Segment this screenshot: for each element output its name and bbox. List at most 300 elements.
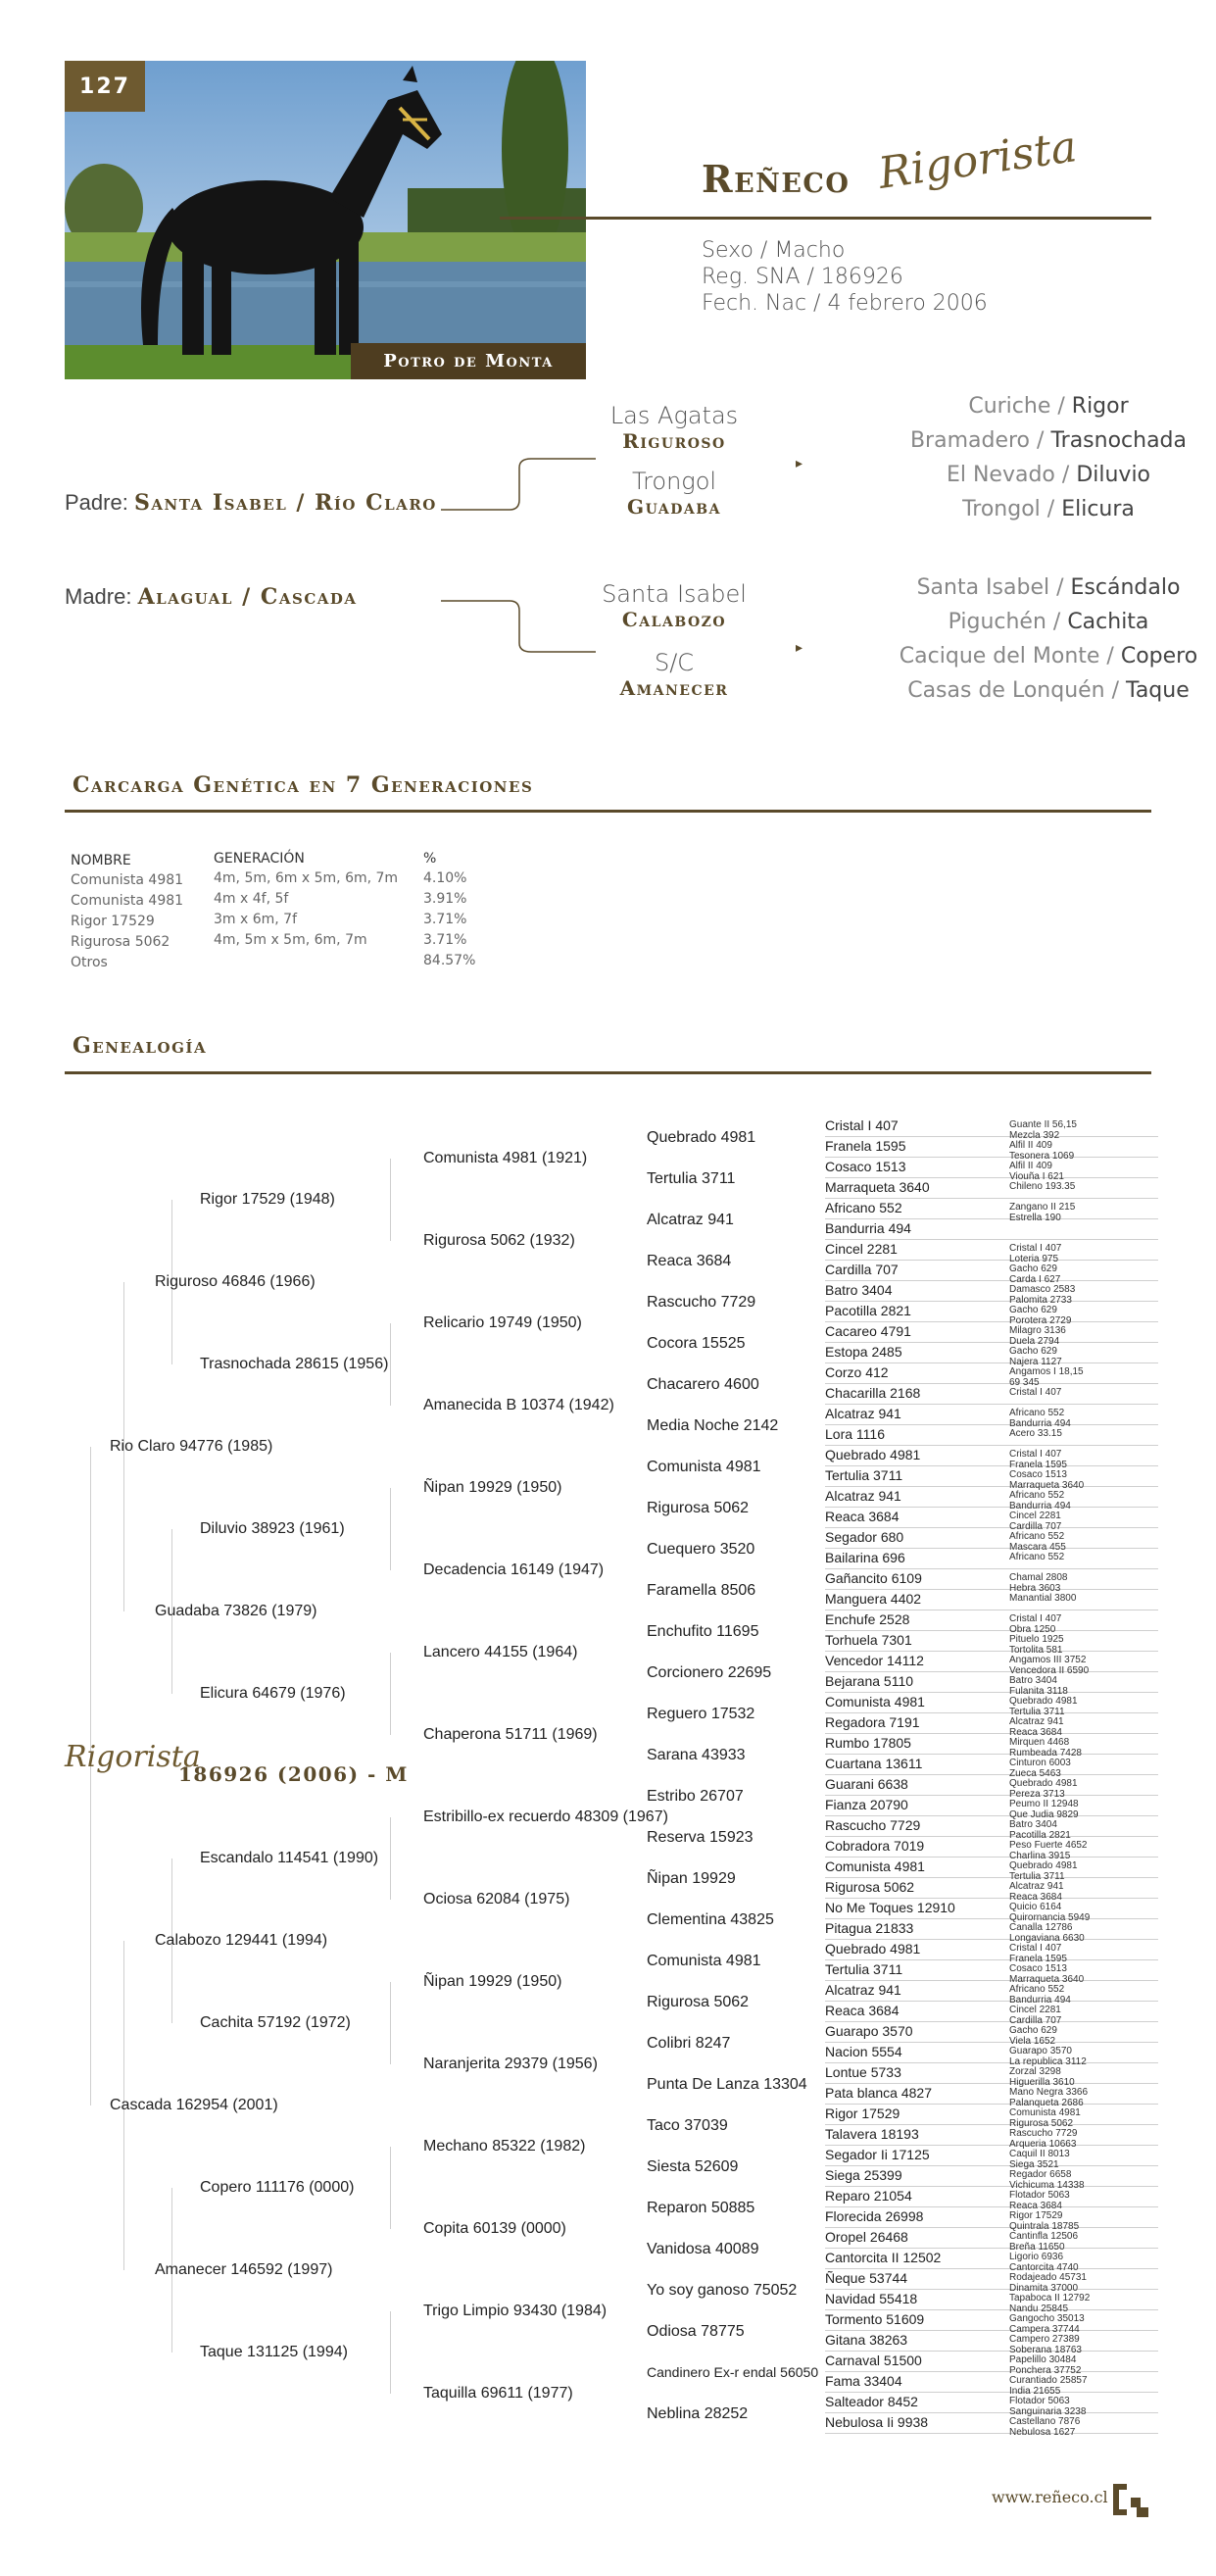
genealogy-divider xyxy=(65,1071,1151,1074)
genealogy-gen7-item: Franela 1595 xyxy=(1009,1953,1067,1964)
genealogy-gen4-item: Lancero 44155 (1964) xyxy=(423,1644,578,1660)
dam-row xyxy=(65,584,358,610)
tree-connector-line xyxy=(390,1982,391,2064)
genealogy-gen7-item: Chileno 193.35 xyxy=(1009,1181,1076,1192)
genealogy-gen2-item: Calabozo 129441 (1994) xyxy=(155,1932,328,1949)
tree-connector-line xyxy=(825,1527,1158,1528)
genealogy-gen7-item: Africano 552 xyxy=(1009,1490,1065,1501)
genealogy-gen6-item: Franela 1595 xyxy=(825,1138,906,1154)
genealogy-gen7-item: Africano 552 xyxy=(1009,1984,1065,1995)
genealogy-gen7-item: Mano Negra 3366 xyxy=(1009,2087,1089,2098)
genealogy-gen6-item: Estopa 2485 xyxy=(825,1344,902,1360)
genealogy-gen3-item: Diluvio 38923 (1961) xyxy=(200,1520,345,1537)
genealogy-gen5-item: Reserva 15923 xyxy=(647,1829,754,1846)
dam-name: Alagual / Cascada xyxy=(137,584,358,610)
genealogy-gen7-item: Mezcla 392 xyxy=(1009,1129,1060,1141)
genealogy-gen7-item: Estrella 190 xyxy=(1009,1212,1061,1223)
genealogy-gen5-item: Taco 37039 xyxy=(647,2117,728,2134)
genealogy-subject: 186926 (2006) - M xyxy=(178,1762,409,1786)
genealogy-gen7-item: Canalla 12786 xyxy=(1009,1922,1073,1933)
genealogy-gen7-item: Bandurria 494 xyxy=(1009,1994,1071,2006)
genealogy-gen7-item: Bandurria 494 xyxy=(1009,1500,1071,1511)
birth-info: Fech. Nac / 4 febrero 2006 xyxy=(702,291,988,316)
tree-connector-line xyxy=(825,1918,1158,1919)
genealogy-gen4-item: Copita 60139 (0000) xyxy=(423,2220,566,2237)
genetic-title: Carcarga Genética en 7 Generaciones xyxy=(73,772,534,798)
tree-connector-line xyxy=(825,2083,1158,2084)
genealogy-gen6-item: Marraqueta 3640 xyxy=(825,1179,930,1195)
tree-connector-line xyxy=(825,2227,1158,2228)
tree-connector-line xyxy=(90,1447,91,2105)
genealogy-gen6-item: Cantorcita II 12502 xyxy=(825,2250,942,2265)
genealogy-gen7-item: Cristal I 407 xyxy=(1009,1613,1062,1624)
photo-caption: Potro de Monta xyxy=(351,343,586,379)
genealogy-gen7-item: Reaca 3684 xyxy=(1009,2200,1062,2211)
genealogy-gen5-item: Estribo 26707 xyxy=(647,1788,744,1805)
tree-connector-line xyxy=(825,1342,1158,1343)
genealogy-gen5-item: Colibri 8247 xyxy=(647,2035,731,2052)
genealogy-gen7-item: Flotador 5063 xyxy=(1009,2396,1070,2406)
genealogy-gen7-item: Angamos III 3752 xyxy=(1009,1655,1087,1665)
genealogy-gen5-item: Rascucho 7729 xyxy=(647,1294,756,1311)
genealogy-gen7-item: Cristal I 407 xyxy=(1009,1243,1062,1254)
genealogy-title: Genealogía xyxy=(73,1033,208,1059)
sire-granddam-breeder: Trongol xyxy=(631,468,717,495)
genealogy-gen7-item: Acero 33.15 xyxy=(1009,1428,1062,1439)
genealogy-gen7-item: Zorzal 3298 xyxy=(1009,2066,1061,2077)
genealogy-gen6-item: Nebulosa Ii 9938 xyxy=(825,2414,929,2430)
genealogy-gen5-item: Yo soy ganoso 75052 xyxy=(647,2282,798,2299)
genealogy-gen6-item: Carnaval 51500 xyxy=(825,2353,922,2368)
tree-connector-line xyxy=(825,2042,1158,2043)
genealogy-gen7-item: Batro 3404 xyxy=(1009,1675,1057,1686)
tree-connector-line xyxy=(825,1404,1158,1405)
genealogy-gen7-item: Manantial 3800 xyxy=(1009,1593,1077,1604)
genealogy-gen3-item: Escandalo 114541 (1990) xyxy=(200,1850,379,1866)
tree-connector-line xyxy=(825,1815,1158,1816)
genealogy-gen4-item: Relicario 19749 (1950) xyxy=(423,1314,582,1331)
genealogy-gen6-item: Bailarina 696 xyxy=(825,1550,905,1565)
tree-connector-line xyxy=(825,1795,1158,1796)
genetic-header-name: NOMBRE xyxy=(71,853,131,868)
dam-ggp-3: Cacique del Monte / Copero xyxy=(899,644,1198,669)
tree-connector-line xyxy=(825,2248,1158,2249)
genealogy-gen5-item: Odiosa 78775 xyxy=(647,2323,745,2340)
genealogy-gen6-item: Reaca 3684 xyxy=(825,2003,900,2018)
genealogy-gen6-item: Navidad 55418 xyxy=(825,2291,918,2306)
genealogy-gen7-item: Comunista 4981 xyxy=(1009,2107,1081,2118)
genealogy-gen7-item: Pacotilla 2821 xyxy=(1009,1829,1071,1841)
genealogy-gen3-item: Taque 131125 (1994) xyxy=(200,2344,348,2360)
tree-connector-line xyxy=(825,1260,1158,1261)
genetic-percentages: 4.10% 3.91% 3.71% 3.71% 84.57% xyxy=(423,870,476,968)
genealogy-gen6-item: Pata blanca 4827 xyxy=(825,2085,932,2101)
genealogy-gen6-item: Guarani 6638 xyxy=(825,1776,908,1792)
genealogy-gen7-item: Mirquen 4468 xyxy=(1009,1737,1070,1748)
genealogy-gen7-item: Papelillo 30484 xyxy=(1009,2354,1077,2365)
genealogy-gen4-item: Amanecida B 10374 (1942) xyxy=(423,1397,614,1413)
genealogy-gen6-item: Florecida 26998 xyxy=(825,2208,924,2224)
genealogy-gen5-item: Alcatraz 941 xyxy=(647,1212,734,1228)
genealogy-gen7-item: Quebrado 4981 xyxy=(1009,1860,1078,1871)
genealogy-gen3-item: Trasnochada 28615 (1956) xyxy=(200,1356,389,1372)
genealogy-gen7-item: Charlina 3915 xyxy=(1009,1850,1071,1861)
genealogy-gen7-item: Africano 552 xyxy=(1009,1531,1065,1542)
genealogy-gen2-item: Guadaba 73826 (1979) xyxy=(155,1603,317,1619)
dam-ggp-1: Santa Isabel / Escándalo xyxy=(916,575,1181,600)
genealogy-gen7-item: Palomita 2733 xyxy=(1009,1294,1072,1306)
tree-connector-line xyxy=(825,1836,1158,1837)
genealogy-gen7-item: Longaviana 6630 xyxy=(1009,1932,1085,1944)
genealogy-gen5-item: Neblina 28252 xyxy=(647,2405,749,2422)
genealogy-gen7-item: Africano 552 xyxy=(1009,1552,1065,1562)
genealogy-gen7-item: Vichicuma 14338 xyxy=(1009,2179,1085,2191)
genealogy-gen3-item: Rigor 17529 (1948) xyxy=(200,1191,335,1208)
tree-connector-line xyxy=(825,2001,1158,2002)
genealogy-gen4-item: Comunista 4981 (1921) xyxy=(423,1150,588,1166)
genealogy-gen5-item: Candinero Ex-r endal 56050 xyxy=(647,2364,819,2380)
sex-info: Sexo / Macho xyxy=(702,238,846,263)
genealogy-tree xyxy=(0,1098,1216,2490)
sire-grandsire-breeder: Las Agatas xyxy=(609,402,739,429)
genealogy-gen7-item: Marraqueta 3640 xyxy=(1009,1479,1085,1491)
genealogy-gen7-item: Nebulosa 1627 xyxy=(1009,2426,1076,2438)
genealogy-gen7-item: Quintrala 18785 xyxy=(1009,2220,1080,2232)
genealogy-gen6-item: Salteador 8452 xyxy=(825,2394,918,2409)
genealogy-gen7-item: Campera 37744 xyxy=(1009,2323,1080,2335)
genealogy-gen5-item: Corcionero 22695 xyxy=(647,1664,772,1681)
genetic-header-pct: % xyxy=(423,851,437,867)
genealogy-gen2-item: Amanecer 146592 (1997) xyxy=(155,2261,333,2278)
sire-grandsire: Riguroso xyxy=(622,429,726,453)
genealogy-gen6-item: Fama 33404 xyxy=(825,2373,902,2389)
sire-ggp-4: Trongol / Elicura xyxy=(962,497,1135,521)
genealogy-gen6-item: Nacion 5554 xyxy=(825,2044,902,2059)
genetic-header-gen: GENERACIÓN xyxy=(214,851,305,867)
genealogy-gen7-item: Fulanita 3118 xyxy=(1009,1685,1068,1697)
genealogy-gen7-item: India 21655 xyxy=(1009,2385,1061,2397)
genealogy-gen7-item: 69 345 xyxy=(1009,1376,1040,1388)
genealogy-gen7-item: Rodajeado 45731 xyxy=(1009,2272,1087,2283)
tree-connector-line xyxy=(390,1488,391,1570)
genealogy-gen7-item: Cristal I 407 xyxy=(1009,1449,1062,1460)
genealogy-gen6-item: Chacarilla 2168 xyxy=(825,1385,921,1401)
genealogy-gen4-item: Decadencia 16149 (1947) xyxy=(423,1561,605,1578)
tree-connector-line xyxy=(825,2021,1158,2022)
tree-connector-line xyxy=(825,1445,1158,1446)
tree-connector-line xyxy=(825,1136,1158,1137)
genealogy-gen7-item: Tortolita 581 xyxy=(1009,1644,1063,1656)
tree-connector-line xyxy=(825,1177,1158,1178)
tree-connector-line xyxy=(825,1465,1158,1466)
genealogy-gen7-item: Bandurria 494 xyxy=(1009,1417,1071,1429)
genealogy-gen4-item: Ociosa 62084 (1975) xyxy=(423,1891,570,1907)
genealogy-gen7-item: Porotera 2729 xyxy=(1009,1314,1072,1326)
tree-connector-line xyxy=(825,1383,1158,1384)
genealogy-gen5-item: Ñipan 19929 xyxy=(647,1870,736,1887)
genealogy-gen6-item: Rumbo 17805 xyxy=(825,1735,911,1751)
genealogy-gen7-item: Soberana 18763 xyxy=(1009,2344,1082,2355)
genealogy-gen6-item: Alcatraz 941 xyxy=(825,1488,901,1504)
genealogy-gen6-item: Bejarana 5110 xyxy=(825,1673,914,1689)
dam-label: Madre: xyxy=(65,584,132,609)
genealogy-gen7-item: Guarapo 3570 xyxy=(1009,2046,1072,2056)
tree-connector-line xyxy=(825,1301,1158,1302)
tree-connector-line xyxy=(825,2104,1158,2105)
tree-connector-line xyxy=(825,2289,1158,2290)
genealogy-gen5-item: Reaca 3684 xyxy=(647,1253,732,1269)
genealogy-gen6-item: No Me Toques 12910 xyxy=(825,1900,955,1915)
genealogy-gen7-item: Castellano 7876 xyxy=(1009,2416,1081,2427)
dam-ggp-2: Piguchén / Cachita xyxy=(948,610,1149,634)
dam-arrow-icon: ▸ xyxy=(796,639,803,655)
genealogy-gen7-item: Alfil II 409 xyxy=(1009,1140,1052,1151)
genealogy-gen7-item: Flotador 5063 xyxy=(1009,2190,1070,2201)
tree-connector-line xyxy=(825,2330,1158,2331)
genealogy-gen7-item: Milagro 3136 xyxy=(1009,1325,1066,1336)
genealogy-gen6-item: Cardilla 707 xyxy=(825,1262,899,1277)
tree-connector-line xyxy=(825,1321,1158,1322)
genealogy-gen6-item: Ñeque 53744 xyxy=(825,2270,908,2286)
genealogy-gen7-item: Ligorio 6936 xyxy=(1009,2252,1064,2262)
genealogy-gen6-item: Fianza 20790 xyxy=(825,1797,908,1812)
genealogy-gen6-item: Gañancito 6109 xyxy=(825,1570,922,1586)
genealogy-gen7-item: Cinturon 6003 xyxy=(1009,1758,1071,1768)
genealogy-gen5-item: Punta De Lanza 13304 xyxy=(647,2076,807,2093)
tree-connector-line xyxy=(825,1651,1158,1652)
tree-connector-line xyxy=(825,1198,1158,1199)
genealogy-gen6-item: Lora 1116 xyxy=(825,1426,885,1442)
genealogy-gen7-item: Cincel 2281 xyxy=(1009,1511,1061,1521)
genealogy-gen7-item: Peumo II 12948 xyxy=(1009,1799,1079,1809)
genealogy-gen6-item: Cacareo 4791 xyxy=(825,1323,911,1339)
sire-name: Santa Isabel / Río Claro xyxy=(133,490,437,516)
genealogy-gen7-item: Najera 1127 xyxy=(1009,1356,1062,1367)
tree-connector-line xyxy=(825,1507,1158,1508)
genealogy-gen7-item: Curantiado 25857 xyxy=(1009,2375,1088,2386)
genealogy-gen7-item: Alfil II 409 xyxy=(1009,1161,1052,1171)
genealogy-gen7-item: Viela 1652 xyxy=(1009,2035,1056,2047)
tree-connector-line xyxy=(825,1857,1158,1858)
genealogy-gen6-item: Quebrado 4981 xyxy=(825,1447,921,1462)
sire-row xyxy=(65,490,437,516)
genealogy-gen5-item: Faramella 8506 xyxy=(647,1582,756,1599)
genealogy-gen6-item: Quebrado 4981 xyxy=(825,1941,921,1957)
genealogy-gen6-item: Segador 680 xyxy=(825,1529,904,1545)
tree-connector-line xyxy=(825,1486,1158,1487)
tree-connector-line xyxy=(825,1280,1158,1281)
genealogy-gen6-item: Cosaco 1513 xyxy=(825,1159,906,1174)
genealogy-gen7-item: Gacho 629 xyxy=(1009,2025,1057,2036)
genealogy-gen6-item: Reaca 3684 xyxy=(825,1509,900,1524)
genealogy-gen7-item: Caquil II 8013 xyxy=(1009,2149,1070,2159)
genealogy-gen6-item: Africano 552 xyxy=(825,1200,902,1215)
genealogy-gen7-item: Franela 1595 xyxy=(1009,1459,1067,1470)
tree-connector-line xyxy=(825,1218,1158,1219)
genealogy-gen7-item: Cosaco 1513 xyxy=(1009,1469,1067,1480)
genealogy-gen7-item: Rigor 17529 xyxy=(1009,2210,1063,2221)
tree-connector-line xyxy=(825,1939,1158,1940)
genealogy-gen5-item: Media Noche 2142 xyxy=(647,1417,779,1434)
tree-connector-line xyxy=(825,1754,1158,1755)
genealogy-gen5-item: Reguero 17532 xyxy=(647,1706,755,1722)
genealogy-gen7-item: La republica 3112 xyxy=(1009,2056,1087,2067)
genealogy-gen6-item: Rigurosa 5062 xyxy=(825,1879,915,1895)
tree-connector-line xyxy=(825,1630,1158,1631)
genealogy-gen7-item: Cardilla 707 xyxy=(1009,1520,1062,1532)
genealogy-gen7-item: Rascucho 7729 xyxy=(1009,2128,1078,2139)
genealogy-gen6-item: Rascucho 7729 xyxy=(825,1817,921,1833)
sire-ggp-1: Curiche / Rigor xyxy=(968,394,1129,419)
genealogy-gen7-item: Cantorcita 4740 xyxy=(1009,2261,1079,2273)
genealogy-gen7-item: Pituelo 1925 xyxy=(1009,1634,1064,1645)
dam-grandsire: Calabozo xyxy=(621,608,727,631)
genealogy-gen7-item: Tapaboca II 12792 xyxy=(1009,2293,1091,2304)
sire-label: Padre: xyxy=(65,490,128,515)
tree-connector-line xyxy=(825,2309,1158,2310)
genealogy-gen7-item: Que Judia 9829 xyxy=(1009,1808,1079,1820)
genealogy-gen7-item: Sanguinaria 3238 xyxy=(1009,2405,1087,2417)
tree-connector-line xyxy=(825,2124,1158,2125)
genealogy-gen4-item: Ñipan 19929 (1950) xyxy=(423,1973,562,1990)
genealogy-gen6-item: Oropel 26468 xyxy=(825,2229,908,2245)
genealogy-gen6-item: Guarapo 3570 xyxy=(825,2023,913,2039)
genealogy-gen4-item: Mechano 85322 (1982) xyxy=(423,2138,586,2155)
tree-connector-line xyxy=(825,2433,1158,2434)
genealogy-gen6-item: Comunista 4981 xyxy=(825,1694,925,1709)
tree-connector-line xyxy=(825,2351,1158,2352)
genealogy-gen7-item: Rigurosa 5062 xyxy=(1009,2117,1074,2129)
genealogy-gen7-item: Ponchera 37752 xyxy=(1009,2364,1082,2376)
genealogy-gen6-item: Lontue 5733 xyxy=(825,2064,901,2080)
horse-name: Reñeco xyxy=(702,157,851,201)
genealogy-gen6-item: Torhuela 7301 xyxy=(825,1632,912,1648)
genealogy-gen6-item: Enchufe 2528 xyxy=(825,1611,910,1627)
genealogy-gen7-item: Quebrado 4981 xyxy=(1009,1778,1078,1789)
genealogy-gen7-item: Rumbeada 7428 xyxy=(1009,1747,1082,1759)
sire-ggp-2: Bramadero / Trasnochada xyxy=(909,428,1188,453)
genealogy-gen5-item: Sarana 43933 xyxy=(647,1747,746,1763)
genealogy-gen4-item: Chaperona 51711 (1969) xyxy=(423,1726,598,1743)
genealogy-gen5-item: Enchufito 11695 xyxy=(647,1623,759,1640)
horse-nickname: Rigorista xyxy=(875,122,1081,199)
genealogy-gen5-item: Cuequero 3520 xyxy=(647,1541,755,1558)
tree-connector-line xyxy=(825,2371,1158,2372)
genealogy-gen7-item: Viouña I 621 xyxy=(1009,1170,1064,1182)
sire-granddam: Guadaba xyxy=(627,495,721,519)
genealogy-gen7-item: Quirornancia 5949 xyxy=(1009,1911,1091,1923)
genealogy-gen7-item: Alcatraz 941 xyxy=(1009,1881,1064,1892)
genealogy-gen6-item: Reparo 21054 xyxy=(825,2188,912,2204)
genealogy-gen7-item: Tertulia 3711 xyxy=(1009,1706,1065,1717)
genealogy-gen7-item: Duela 2794 xyxy=(1009,1335,1060,1347)
genealogy-gen7-item: Cantinfla 12506 xyxy=(1009,2231,1079,2242)
genealogy-gen5-item: Clementina 43825 xyxy=(647,1911,774,1928)
title-divider xyxy=(500,217,1151,220)
tree-connector-line xyxy=(390,2311,391,2394)
genealogy-gen6-item: Segador Ii 17125 xyxy=(825,2147,930,2162)
genealogy-gen6-item: Pitagua 21833 xyxy=(825,1920,914,1936)
tree-connector-line xyxy=(825,1362,1158,1363)
genealogy-gen6-item: Batro 3404 xyxy=(825,1282,893,1298)
genealogy-gen7-item: Chamal 2808 xyxy=(1009,1572,1068,1583)
genealogy-gen7-item: Dinamita 37000 xyxy=(1009,2282,1079,2294)
genealogy-gen4-item: Estribillo-ex recuerdo 48309 (1967) xyxy=(423,1808,668,1825)
genealogy-gen3-item: Elicura 64679 (1976) xyxy=(200,1685,346,1702)
tree-connector-line xyxy=(825,1898,1158,1899)
genealogy-gen6-item: Cobradora 7019 xyxy=(825,1838,925,1854)
tree-connector-line xyxy=(390,1817,391,1900)
genealogy-gen1-item: Cascada 162954 (2001) xyxy=(110,2097,278,2113)
genealogy-gen5-item: Tertulia 3711 xyxy=(647,1170,736,1187)
genetic-divider xyxy=(65,810,1151,813)
genealogy-gen2-item: Riguroso 46846 (1966) xyxy=(155,1273,316,1290)
genealogy-gen7-item: Regador 6658 xyxy=(1009,2169,1072,2180)
genealogy-gen5-item: Vanidosa 40089 xyxy=(647,2241,759,2257)
genealogy-gen7-item: Carda I 627 xyxy=(1009,1273,1061,1285)
genealogy-gen6-item: Tertulia 3711 xyxy=(825,1467,903,1483)
genealogy-gen7-item: Gangocho 35013 xyxy=(1009,2313,1085,2324)
genealogy-gen7-item: Quebrado 4981 xyxy=(1009,1696,1078,1707)
genealogy-gen4-item: Taquilla 69611 (1977) xyxy=(423,2385,573,2402)
genealogy-gen6-item: Alcatraz 941 xyxy=(825,1406,901,1421)
tree-connector-line xyxy=(825,2165,1158,2166)
genealogy-gen6-item: Cuartana 13611 xyxy=(825,1756,923,1771)
genealogy-gen5-item: Rigurosa 5062 xyxy=(647,1500,750,1516)
footer-url[interactable]: www.reñeco.cl xyxy=(992,2488,1108,2506)
tree-connector-line xyxy=(825,1424,1158,1425)
tree-connector-line xyxy=(825,2268,1158,2269)
lot-number-badge: 127 xyxy=(65,61,145,112)
genealogy-gen7-item: Cincel 2281 xyxy=(1009,2005,1061,2015)
tree-connector-line xyxy=(825,2206,1158,2207)
tree-connector-line xyxy=(825,2186,1158,2187)
genealogy-gen7-item: Quicio 6164 xyxy=(1009,1902,1062,1912)
genealogy-gen7-item: Obra 1250 xyxy=(1009,1623,1056,1635)
genealogy-gen6-item: Cincel 2281 xyxy=(825,1241,898,1257)
genealogy-gen3-item: Cachita 57192 (1972) xyxy=(200,2014,351,2031)
dam-granddam: Amanecer xyxy=(619,676,729,700)
genealogy-gen5-item: Comunista 4981 xyxy=(647,1459,761,1475)
genealogy-gen6-item: Rigor 17529 xyxy=(825,2105,900,2121)
genealogy-gen7-item: Reaca 3684 xyxy=(1009,1891,1062,1903)
genealogy-gen6-item: Talavera 18193 xyxy=(825,2126,919,2142)
dam-ggp-4: Casas de Lonquén / Taque xyxy=(907,678,1190,703)
tree-connector-line xyxy=(825,2145,1158,2146)
tree-connector-line xyxy=(825,2392,1158,2393)
genealogy-gen7-item: Campero 27389 xyxy=(1009,2334,1080,2345)
genealogy-gen6-item: Gitana 38263 xyxy=(825,2332,908,2348)
tree-connector-line xyxy=(390,2147,391,2229)
genealogy-gen6-item: Vencedor 14112 xyxy=(825,1653,924,1668)
genealogy-gen7-item: Marraqueta 3640 xyxy=(1009,1973,1085,1985)
genealogy-gen6-item: Tormento 51609 xyxy=(825,2311,925,2327)
genealogy-gen5-item: Chacarero 4600 xyxy=(647,1376,759,1393)
genealogy-gen7-item: Cosaco 1513 xyxy=(1009,1963,1067,1974)
tree-connector-line xyxy=(825,1692,1158,1693)
tree-connector-line xyxy=(825,1157,1158,1158)
genealogy-gen6-item: Manguera 4402 xyxy=(825,1591,922,1607)
tree-connector-line xyxy=(825,2062,1158,2063)
genealogy-gen7-item: Higuerilla 3610 xyxy=(1009,2076,1075,2088)
genealogy-gen5-item: Siesta 52609 xyxy=(647,2158,739,2175)
registration-info: Reg. SNA / 186926 xyxy=(702,265,903,289)
genealogy-gen7-item: Hebra 3603 xyxy=(1009,1582,1061,1594)
genealogy-gen1-item: Rio Claro 94776 (1985) xyxy=(110,1438,273,1455)
genealogy-gen7-item: Vencedora II 6590 xyxy=(1009,1664,1090,1676)
genealogy-gen7-item: Breña 11650 xyxy=(1009,2241,1065,2253)
genealogy-subject-nick: Rigorista xyxy=(65,1740,201,1774)
